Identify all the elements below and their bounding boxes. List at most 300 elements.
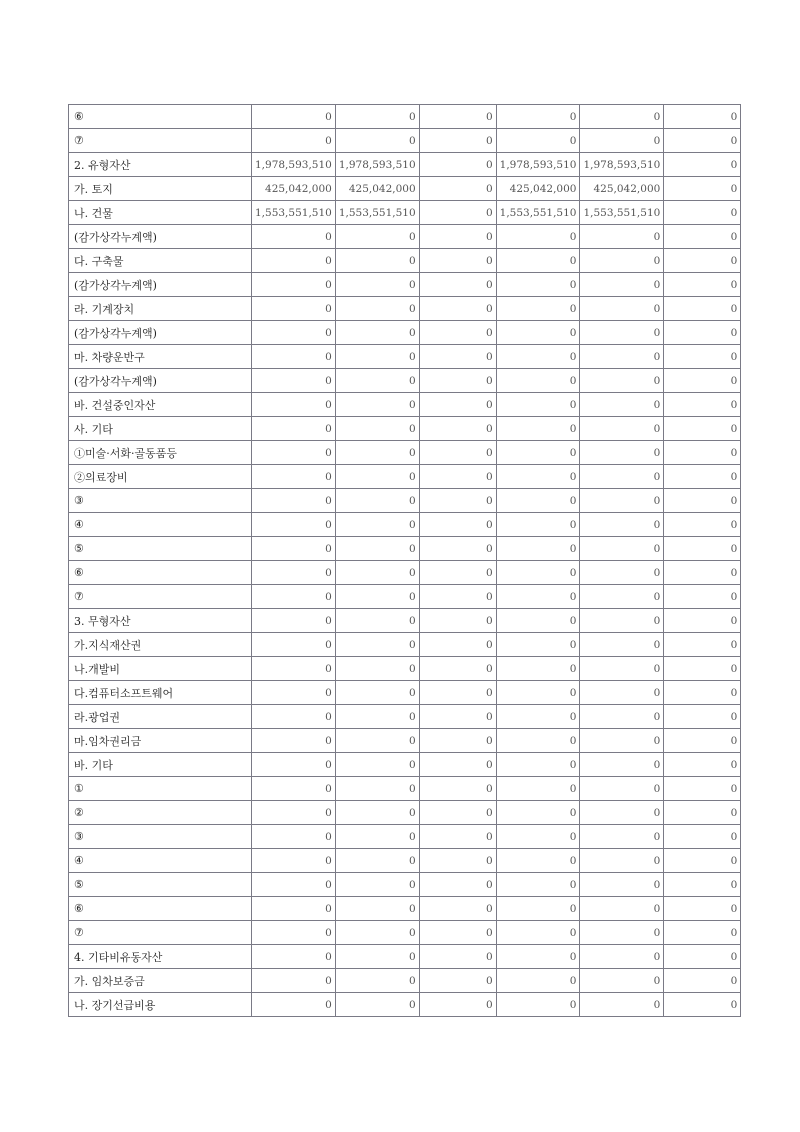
amount-cell: 0	[496, 873, 580, 897]
amount-cell: 425,042,000	[335, 177, 419, 201]
amount-cell: 1,553,551,510	[252, 201, 336, 225]
amount-cell: 0	[252, 849, 336, 873]
amount-cell: 0	[335, 825, 419, 849]
amount-cell: 0	[496, 849, 580, 873]
amount-cell: 0	[335, 321, 419, 345]
amount-cell: 0	[496, 441, 580, 465]
table-row	[69, 297, 741, 321]
table-row	[69, 105, 741, 129]
amount-cell: 0	[335, 105, 419, 129]
amount-cell: 0	[496, 753, 580, 777]
row-label: ⑦	[69, 585, 252, 609]
amount-cell: 1,978,593,510	[580, 153, 664, 177]
amount-cell: 0	[580, 489, 664, 513]
amount-cell: 0	[664, 777, 741, 801]
row-label: 4. 기타비유동자산	[69, 945, 252, 969]
amount-cell: 0	[496, 417, 580, 441]
table-row	[69, 777, 741, 801]
amount-cell: 0	[252, 129, 336, 153]
amount-cell: 0	[496, 105, 580, 129]
amount-cell: 425,042,000	[496, 177, 580, 201]
amount-cell: 0	[419, 273, 496, 297]
amount-cell: 0	[252, 633, 336, 657]
amount-cell: 0	[419, 753, 496, 777]
row-label: ③	[69, 825, 252, 849]
amount-cell: 0	[335, 441, 419, 465]
amount-cell: 0	[419, 417, 496, 441]
amount-cell: 0	[580, 897, 664, 921]
amount-cell: 0	[496, 801, 580, 825]
amount-cell: 0	[419, 561, 496, 585]
amount-cell: 0	[664, 441, 741, 465]
amount-cell: 0	[580, 681, 664, 705]
row-label: (감가상각누계액)	[69, 321, 252, 345]
amount-cell: 0	[496, 225, 580, 249]
amount-cell: 0	[664, 849, 741, 873]
amount-cell: 0	[419, 705, 496, 729]
amount-cell: 0	[419, 465, 496, 489]
amount-cell: 0	[419, 345, 496, 369]
amount-cell: 0	[419, 489, 496, 513]
amount-cell: 0	[419, 129, 496, 153]
amount-cell: 0	[580, 297, 664, 321]
amount-cell: 0	[496, 369, 580, 393]
table-row	[69, 369, 741, 393]
row-label: 가. 임차보증금	[69, 969, 252, 993]
amount-cell: 0	[496, 129, 580, 153]
amount-cell: 0	[335, 753, 419, 777]
amount-cell: 0	[580, 249, 664, 273]
amount-cell: 0	[580, 945, 664, 969]
amount-cell: 0	[580, 273, 664, 297]
amount-cell: 0	[496, 633, 580, 657]
amount-cell: 0	[335, 609, 419, 633]
amount-cell: 0	[419, 801, 496, 825]
amount-cell: 0	[419, 585, 496, 609]
table-row	[69, 273, 741, 297]
table-row	[69, 945, 741, 969]
table-row	[69, 129, 741, 153]
row-label: 라.광업권	[69, 705, 252, 729]
amount-cell: 0	[496, 681, 580, 705]
amount-cell: 0	[419, 657, 496, 681]
amount-cell: 0	[664, 225, 741, 249]
amount-cell: 0	[664, 177, 741, 201]
amount-cell: 0	[419, 393, 496, 417]
amount-cell: 0	[664, 585, 741, 609]
amount-cell: 0	[335, 705, 419, 729]
amount-cell: 0	[496, 273, 580, 297]
table-row	[69, 201, 741, 225]
amount-cell: 0	[252, 873, 336, 897]
amount-cell: 0	[252, 273, 336, 297]
row-label: ④	[69, 513, 252, 537]
amount-cell: 0	[496, 537, 580, 561]
amount-cell: 0	[496, 561, 580, 585]
amount-cell: 0	[496, 321, 580, 345]
amount-cell: 0	[664, 369, 741, 393]
amount-cell: 0	[419, 369, 496, 393]
table-row	[69, 753, 741, 777]
amount-cell: 0	[664, 993, 741, 1017]
amount-cell: 0	[252, 513, 336, 537]
table-row	[69, 993, 741, 1017]
row-label: ⑥	[69, 561, 252, 585]
amount-cell: 0	[664, 297, 741, 321]
amount-cell: 0	[419, 153, 496, 177]
amount-cell: 0	[335, 297, 419, 321]
amount-cell: 0	[580, 441, 664, 465]
row-label: 바. 건설중인자산	[69, 393, 252, 417]
amount-cell: 1,553,551,510	[580, 201, 664, 225]
amount-cell: 0	[496, 489, 580, 513]
amount-cell: 0	[496, 393, 580, 417]
amount-cell: 0	[252, 345, 336, 369]
row-label: 가.지식재산권	[69, 633, 252, 657]
table-row	[69, 849, 741, 873]
amount-cell: 0	[252, 705, 336, 729]
amount-cell: 0	[419, 729, 496, 753]
amount-cell: 0	[496, 609, 580, 633]
amount-cell: 0	[580, 609, 664, 633]
table-row	[69, 321, 741, 345]
amount-cell: 0	[252, 537, 336, 561]
amount-cell: 0	[580, 369, 664, 393]
amount-cell: 0	[580, 129, 664, 153]
row-label: 마.임차권리금	[69, 729, 252, 753]
amount-cell: 0	[335, 801, 419, 825]
amount-cell: 0	[664, 129, 741, 153]
table-row	[69, 825, 741, 849]
amount-cell: 0	[252, 393, 336, 417]
amount-cell: 0	[496, 921, 580, 945]
amount-cell: 0	[335, 681, 419, 705]
amount-cell: 0	[252, 561, 336, 585]
row-label: ⑦	[69, 921, 252, 945]
amount-cell: 0	[252, 897, 336, 921]
amount-cell: 0	[664, 969, 741, 993]
amount-cell: 0	[664, 393, 741, 417]
amount-cell: 0	[252, 657, 336, 681]
row-label: ⑥	[69, 105, 252, 129]
table-row	[69, 609, 741, 633]
amount-cell: 0	[252, 993, 336, 1017]
table-row	[69, 513, 741, 537]
amount-cell: 0	[335, 729, 419, 753]
amount-cell: 0	[664, 105, 741, 129]
amount-cell: 0	[335, 561, 419, 585]
amount-cell: 0	[335, 273, 419, 297]
amount-cell: 0	[419, 777, 496, 801]
amount-cell: 0	[419, 897, 496, 921]
amount-cell: 0	[496, 945, 580, 969]
amount-cell: 0	[335, 369, 419, 393]
amount-cell: 0	[335, 921, 419, 945]
amount-cell: 0	[335, 873, 419, 897]
amount-cell: 0	[664, 825, 741, 849]
table-row	[69, 921, 741, 945]
amount-cell: 0	[580, 105, 664, 129]
amount-cell: 0	[664, 945, 741, 969]
amount-cell: 0	[252, 249, 336, 273]
amount-cell: 0	[252, 369, 336, 393]
amount-cell: 0	[335, 993, 419, 1017]
amount-cell: 0	[252, 225, 336, 249]
table-row	[69, 153, 741, 177]
row-label: 나.개발비	[69, 657, 252, 681]
table-row	[69, 561, 741, 585]
amount-cell: 0	[252, 801, 336, 825]
amount-cell: 0	[335, 777, 419, 801]
amount-cell: 0	[419, 945, 496, 969]
amount-cell: 0	[664, 753, 741, 777]
amount-cell: 0	[419, 609, 496, 633]
amount-cell: 0	[664, 153, 741, 177]
amount-cell: 0	[496, 705, 580, 729]
amount-cell: 0	[664, 657, 741, 681]
amount-cell: 0	[664, 705, 741, 729]
asset-table-body	[69, 105, 741, 1017]
amount-cell: 0	[580, 321, 664, 345]
amount-cell: 0	[252, 105, 336, 129]
row-label: 3. 무형자산	[69, 609, 252, 633]
amount-cell: 0	[252, 609, 336, 633]
row-label: 라. 기계장치	[69, 297, 252, 321]
amount-cell: 0	[419, 441, 496, 465]
table-row	[69, 537, 741, 561]
amount-cell: 0	[252, 489, 336, 513]
amount-cell: 0	[419, 849, 496, 873]
amount-cell: 0	[580, 465, 664, 489]
amount-cell: 0	[335, 585, 419, 609]
amount-cell: 0	[664, 801, 741, 825]
table-row	[69, 345, 741, 369]
row-label: ①	[69, 777, 252, 801]
amount-cell: 0	[664, 609, 741, 633]
amount-cell: 0	[580, 729, 664, 753]
amount-cell: 0	[335, 129, 419, 153]
table-row	[69, 969, 741, 993]
row-label: ⑦	[69, 129, 252, 153]
row-label: ⑤	[69, 537, 252, 561]
amount-cell: 0	[252, 441, 336, 465]
table-row	[69, 705, 741, 729]
amount-cell: 0	[496, 465, 580, 489]
amount-cell: 0	[580, 225, 664, 249]
amount-cell: 0	[252, 585, 336, 609]
amount-cell: 0	[580, 537, 664, 561]
amount-cell: 0	[580, 993, 664, 1017]
table-row	[69, 585, 741, 609]
row-label: 마. 차량운반구	[69, 345, 252, 369]
amount-cell: 0	[496, 249, 580, 273]
row-label: ①미술·서화·골동품등	[69, 441, 252, 465]
amount-cell: 0	[496, 657, 580, 681]
amount-cell: 0	[335, 465, 419, 489]
row-label: (감가상각누계액)	[69, 369, 252, 393]
amount-cell: 0	[580, 873, 664, 897]
amount-cell: 0	[335, 489, 419, 513]
amount-cell: 0	[419, 513, 496, 537]
amount-cell: 0	[419, 633, 496, 657]
amount-cell: 0	[496, 729, 580, 753]
amount-cell: 0	[496, 345, 580, 369]
amount-cell: 0	[252, 969, 336, 993]
amount-cell: 0	[252, 297, 336, 321]
amount-cell: 0	[419, 993, 496, 1017]
row-label: ③	[69, 489, 252, 513]
amount-cell: 0	[580, 801, 664, 825]
row-label: 나. 건물	[69, 201, 252, 225]
amount-cell: 0	[335, 969, 419, 993]
amount-cell: 1,553,551,510	[496, 201, 580, 225]
amount-cell: 0	[664, 873, 741, 897]
amount-cell: 0	[335, 249, 419, 273]
table-row	[69, 225, 741, 249]
amount-cell: 0	[335, 393, 419, 417]
row-label: ②의료장비	[69, 465, 252, 489]
row-label: 가. 토지	[69, 177, 252, 201]
amount-cell: 0	[664, 681, 741, 705]
amount-cell: 0	[664, 633, 741, 657]
amount-cell: 0	[664, 921, 741, 945]
row-label: ②	[69, 801, 252, 825]
row-label: (감가상각누계액)	[69, 225, 252, 249]
amount-cell: 0	[580, 345, 664, 369]
amount-cell: 0	[664, 273, 741, 297]
amount-cell: 0	[496, 513, 580, 537]
table-row	[69, 681, 741, 705]
amount-cell: 1,978,593,510	[496, 153, 580, 177]
table-row	[69, 249, 741, 273]
amount-cell: 0	[580, 825, 664, 849]
table-row	[69, 417, 741, 441]
amount-cell: 0	[496, 993, 580, 1017]
amount-cell: 0	[580, 705, 664, 729]
amount-cell: 0	[419, 873, 496, 897]
amount-cell: 0	[419, 921, 496, 945]
amount-cell: 0	[664, 201, 741, 225]
amount-cell: 0	[252, 465, 336, 489]
row-label: 나. 장기선급비용	[69, 993, 252, 1017]
amount-cell: 0	[252, 729, 336, 753]
amount-cell: 0	[335, 513, 419, 537]
amount-cell: 0	[580, 969, 664, 993]
table-row	[69, 873, 741, 897]
amount-cell: 0	[664, 249, 741, 273]
amount-cell: 0	[335, 945, 419, 969]
amount-cell: 0	[580, 849, 664, 873]
amount-cell: 0	[252, 921, 336, 945]
row-label: (감가상각누계액)	[69, 273, 252, 297]
amount-cell: 0	[252, 753, 336, 777]
amount-cell: 0	[335, 657, 419, 681]
table-row	[69, 441, 741, 465]
amount-cell: 0	[496, 297, 580, 321]
row-label: ⑤	[69, 873, 252, 897]
amount-cell: 0	[496, 825, 580, 849]
table-row	[69, 729, 741, 753]
amount-cell: 0	[252, 417, 336, 441]
amount-cell: 0	[335, 537, 419, 561]
amount-cell: 1,978,593,510	[335, 153, 419, 177]
amount-cell: 425,042,000	[580, 177, 664, 201]
table-row	[69, 489, 741, 513]
amount-cell: 0	[580, 561, 664, 585]
row-label: ④	[69, 849, 252, 873]
amount-cell: 0	[419, 969, 496, 993]
row-label: 사. 기타	[69, 417, 252, 441]
table-row	[69, 393, 741, 417]
amount-cell: 0	[335, 225, 419, 249]
amount-cell: 0	[580, 633, 664, 657]
amount-cell: 0	[580, 921, 664, 945]
amount-cell: 0	[664, 561, 741, 585]
row-label: 다.컴퓨터소프트웨어	[69, 681, 252, 705]
table-row	[69, 801, 741, 825]
amount-cell: 0	[252, 321, 336, 345]
amount-cell: 425,042,000	[252, 177, 336, 201]
table-row	[69, 657, 741, 681]
amount-cell: 0	[496, 969, 580, 993]
amount-cell: 0	[580, 513, 664, 537]
amount-cell: 0	[664, 897, 741, 921]
amount-cell: 0	[252, 945, 336, 969]
amount-cell: 0	[580, 753, 664, 777]
amount-cell: 0	[419, 105, 496, 129]
amount-cell: 0	[580, 417, 664, 441]
amount-cell: 0	[580, 393, 664, 417]
amount-cell: 0	[419, 225, 496, 249]
amount-cell: 0	[419, 177, 496, 201]
amount-cell: 0	[419, 825, 496, 849]
row-label: 바. 기타	[69, 753, 252, 777]
amount-cell: 1,978,593,510	[252, 153, 336, 177]
amount-cell: 0	[664, 513, 741, 537]
amount-cell: 0	[252, 681, 336, 705]
amount-cell: 0	[419, 297, 496, 321]
table-row	[69, 633, 741, 657]
amount-cell: 0	[580, 777, 664, 801]
table-row	[69, 897, 741, 921]
amount-cell: 0	[664, 465, 741, 489]
amount-cell: 0	[252, 777, 336, 801]
amount-cell: 0	[496, 777, 580, 801]
table-row	[69, 177, 741, 201]
amount-cell: 0	[496, 585, 580, 609]
amount-cell: 0	[419, 537, 496, 561]
amount-cell: 0	[419, 681, 496, 705]
amount-cell: 0	[335, 633, 419, 657]
amount-cell: 1,553,551,510	[335, 201, 419, 225]
amount-cell: 0	[419, 249, 496, 273]
amount-cell: 0	[496, 897, 580, 921]
amount-cell: 0	[252, 825, 336, 849]
asset-table	[68, 104, 741, 1017]
amount-cell: 0	[664, 489, 741, 513]
amount-cell: 0	[664, 729, 741, 753]
amount-cell: 0	[580, 585, 664, 609]
amount-cell: 0	[664, 345, 741, 369]
amount-cell: 0	[419, 321, 496, 345]
row-label: ⑥	[69, 897, 252, 921]
amount-cell: 0	[335, 849, 419, 873]
row-label: 2. 유형자산	[69, 153, 252, 177]
row-label: 다. 구축물	[69, 249, 252, 273]
amount-cell: 0	[335, 897, 419, 921]
amount-cell: 0	[580, 657, 664, 681]
amount-cell: 0	[335, 345, 419, 369]
